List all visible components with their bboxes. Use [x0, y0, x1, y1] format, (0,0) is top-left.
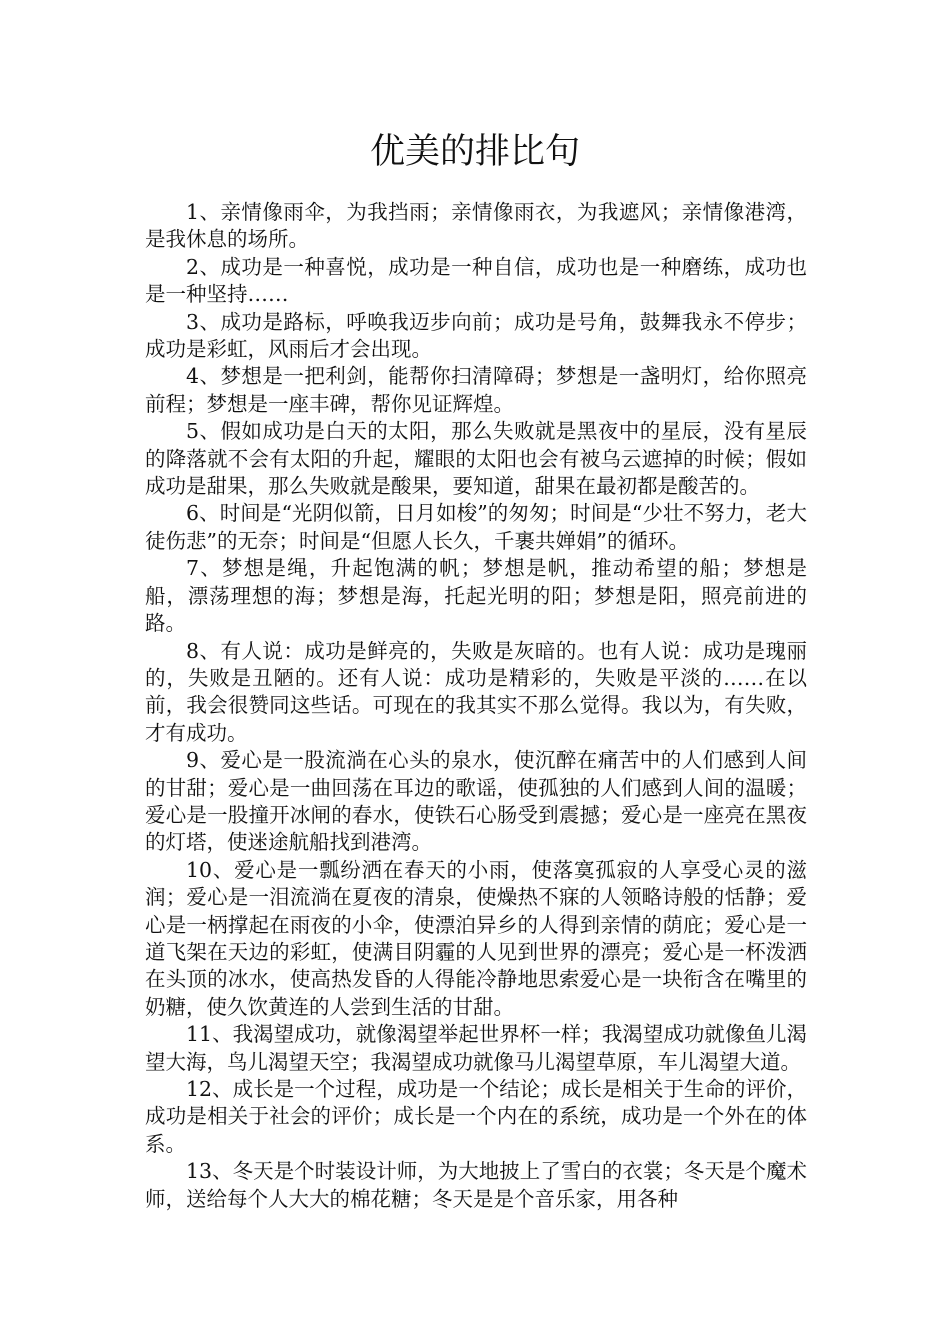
paragraph-10: 10、爱心是一瓢纷洒在春天的小雨，使落寞孤寂的人享受心灵的滋润；爱心是一泪流淌在夏夜的清泉，使燥热不寐的人领略诗般的恬静；爱心是一柄撑起在雨夜的小伞，使漂泊异乡的人得到亲情的荫庇；爱心是一道飞架在天边的彩虹，使满目阴霾的人见到世界的漂亮；爱心是一杯泼洒在头顶的冰水，使高热发昏的人得能冷静地思索爱心是一块衔含在嘴里的奶糖，使久饮黄连的人尝到生活的甘甜。 — [145, 857, 807, 1019]
document-body — [145, 199, 807, 1213]
paragraph-1: 1、亲情像雨伞，为我挡雨；亲情像雨衣，为我遮风；亲情像港湾，是我休息的场所。 — [145, 200, 807, 252]
paragraph-5: 5、假如成功是白天的太阳，那么失败就是黑夜中的星辰，没有星辰的降落就不会有太阳的升起，耀眼的太阳也会有被乌云遮掉的时候；假如成功是甜果，那么失败就是酸果，要知道，甜果在最初都是酸苦的。 — [145, 419, 807, 499]
paragraph-9: 9、爱心是一股流淌在心头的泉水，使沉醉在痛苦中的人们感到人间的甘甜；爱心是一曲回荡在耳边的歌谣，使孤独的人们感到人间的温暖；爱心是一股撞开冰闸的春水，使铁石心肠受到震撼；爱心是一座亮在黑夜的灯塔，使迷途航船找到港湾。 — [145, 748, 807, 855]
page-title: 优美的排比句 — [369, 132, 580, 172]
paragraph-4: 4、梦想是一把利剑，能帮你扫清障碍；梦想是一盏明灯，给你照亮前程；梦想是一座丰碑，帮你见证辉煌。 — [145, 364, 807, 416]
paragraph-7: 7、梦想是绳，升起饱满的帆；梦想是帆，推动希望的船；梦想是船，漂荡理想的海；梦想是海，托起光明的阳；梦想是阳，照亮前进的路。 — [145, 556, 807, 636]
paragraph-6: 6、时间是“光阴似箭，日月如梭”的匆匆；时间是“少壮不努力，老大徒伤悲”的无奈；时间是“但愿人长久，千裹共婵娟”的循环。 — [145, 501, 807, 553]
paragraph-11: 11、我渴望成功，就像渴望举起世界杯一样；我渴望成功就像鱼儿渴望大海，鸟儿渴望天空；我渴望成功就像马儿渴望草原，车儿渴望大道。 — [145, 1022, 807, 1074]
paragraph-2: 2、成功是一种喜悦，成功是一种自信，成功也是一种磨练，成功也是一种坚持…… — [145, 254, 807, 307]
paragraph-12: 12、成长是一个过程，成功是一个结论；成长是相关于生命的评价，成功是相关于社会的评价；成长是一个内在的系统，成功是一个外在的体系。 — [145, 1077, 807, 1156]
paragraph-3: 3、成功是路标，呼唤我迈步向前；成功是号角，鼓舞我永不停步；成功是彩虹，风雨后才会出现。 — [145, 309, 807, 362]
paragraph-8: 8、有人说：成功是鲜亮的，失败是灰暗的。也有人说：成功是瑰丽的，失败是丑陋的。还有人说：成功是精彩的，失败是平淡的……在以前，我会很赞同这些话。可现在的我其实不那么觉得。我以为，有失败，才有成功。 — [145, 638, 807, 745]
paragraph-13: 13、冬天是个时装设计师，为大地披上了雪白的衣裳；冬天是个魔术师，送给每个人大大的棉花糖；冬天是是个音乐家，用各种 — [145, 1159, 807, 1211]
